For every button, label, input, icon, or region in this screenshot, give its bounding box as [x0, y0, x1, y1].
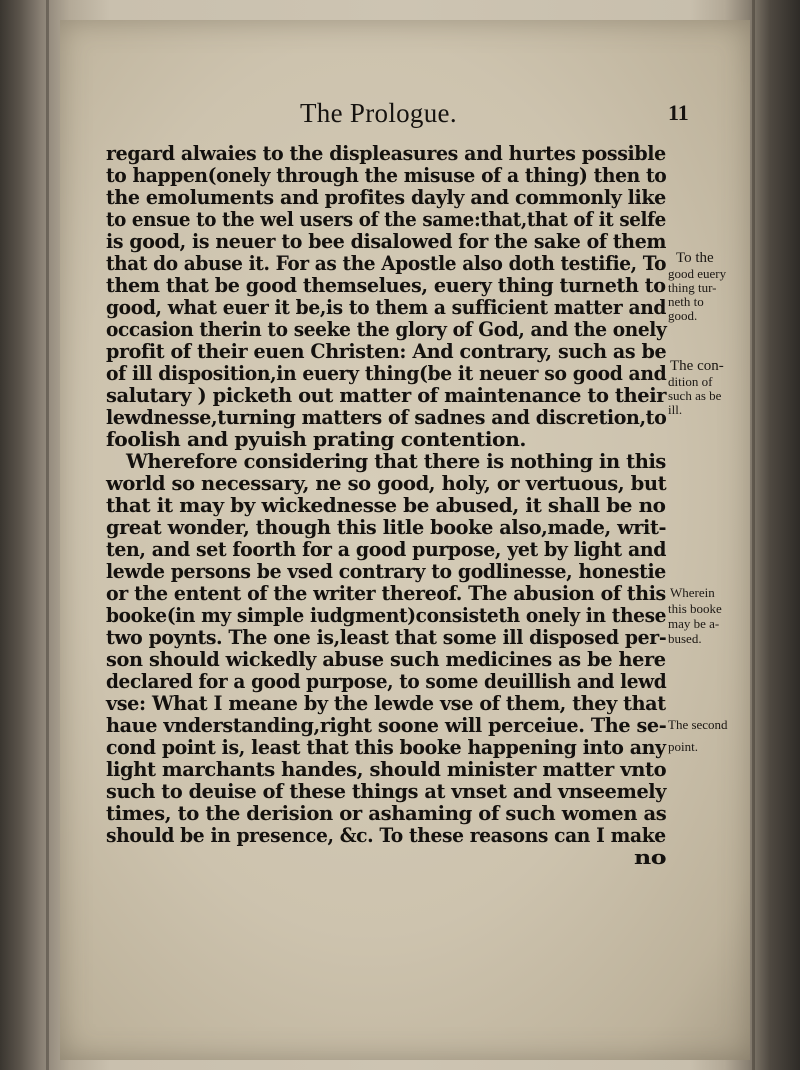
text-line: Wherefore considering that there is nothing in this	[126, 449, 666, 473]
text-line: is good, is neuer to bee disalowed for the sake of them	[106, 229, 667, 253]
text-line: of ill disposition,in euery thing(be it neuer so good and	[106, 361, 667, 385]
folio-number: 11	[668, 100, 689, 125]
text-line: salutary ) picketh out matter of maintenance to their	[106, 383, 667, 407]
text-line: them that be good themselues, euery thing turneth to	[106, 273, 666, 297]
text-line: two poynts. The one is,least that some ill disposed per-	[106, 625, 667, 649]
text-line: lewde persons be vsed contrary to godlinesse, honestie	[106, 559, 666, 583]
margin-note-line: good euery	[668, 266, 727, 281]
margin-note-line: To the	[676, 250, 714, 266]
text-line: cond point is, least that this booke happening into any	[106, 735, 666, 759]
margin-note-line: neth to	[668, 294, 704, 309]
text-line: haue vnderstanding,right soone will perceiue. The se-	[106, 713, 667, 737]
text-line: the emoluments and profites dayly and commonly like	[106, 185, 666, 209]
text-line: regard alwaies to the displeasures and hurtes possible	[106, 141, 666, 165]
text-line: occasion therin to seeke the glory of God, and the onely	[106, 317, 667, 341]
text-line: lewdnesse,turning matters of sadnes and discretion,to	[106, 405, 667, 429]
text-line: profit of their euen Christen: And contrary, such as be	[106, 339, 667, 363]
margin-note-line: point.	[668, 739, 698, 754]
text-line: or the entent of the writer thereof. The abusion of this	[106, 581, 666, 605]
text-line: declared for a good purpose, to some deuillish and lewd	[106, 669, 667, 693]
text-line: good, what euer it be,is to them a sufficient matter and	[106, 295, 667, 319]
text-line: vse: What I meane by the lewde vse of them, they that	[106, 691, 666, 715]
text-line: son should wickedly abuse such medicines as be here	[106, 647, 666, 671]
text-line: light marchants handes, should minister matter vnto	[106, 757, 667, 781]
margin-note-line: ill.	[668, 402, 683, 417]
margin-note-line: Wherein	[670, 585, 715, 600]
text-line: that do abuse it. For as the Apostle also doth testifie, To	[106, 251, 667, 275]
text-line: such to deuise of these things at vnset and vnseemely	[106, 779, 667, 803]
margin-note-line: The second	[668, 717, 728, 732]
text-line: should be in presence, &c. To these reasons can I make	[106, 823, 666, 847]
text-line: to happen(onely through the misuse of a thing) then to	[106, 163, 667, 187]
text-line: that it may by wickednesse be abused, it shall be no	[106, 493, 666, 517]
margin-note-line: may be a-	[668, 616, 720, 631]
margin-note-line: bused.	[668, 631, 702, 646]
text-line: foolish and pyuish prating contention.	[106, 427, 527, 451]
margin-note-line: good.	[668, 308, 698, 323]
text-line: great wonder, though this litle booke also,made, writ-	[106, 515, 667, 539]
text-line: to ensue to the wel users of the same:that,that of it selfe	[106, 207, 666, 231]
text-line: world so necessary, ne so good, holy, or vertuous, but	[106, 471, 667, 495]
running-head: The Prologue.	[300, 98, 457, 128]
text-line: booke(in my simple iudgment)consisteth onely in these	[106, 603, 667, 627]
catchword: no	[634, 845, 667, 869]
text-line: times, to the derision or ashaming of such women as	[106, 801, 667, 825]
margin-note-line: The con-	[670, 358, 724, 374]
margin-note-line: this booke	[668, 601, 722, 616]
margin-note-line: dition of	[668, 374, 713, 389]
text-line: ten, and set foorth for a good purpose, yet by light and	[106, 537, 667, 561]
margin-note-line: thing tur-	[668, 280, 717, 295]
margin-note-line: such as be	[668, 388, 722, 403]
